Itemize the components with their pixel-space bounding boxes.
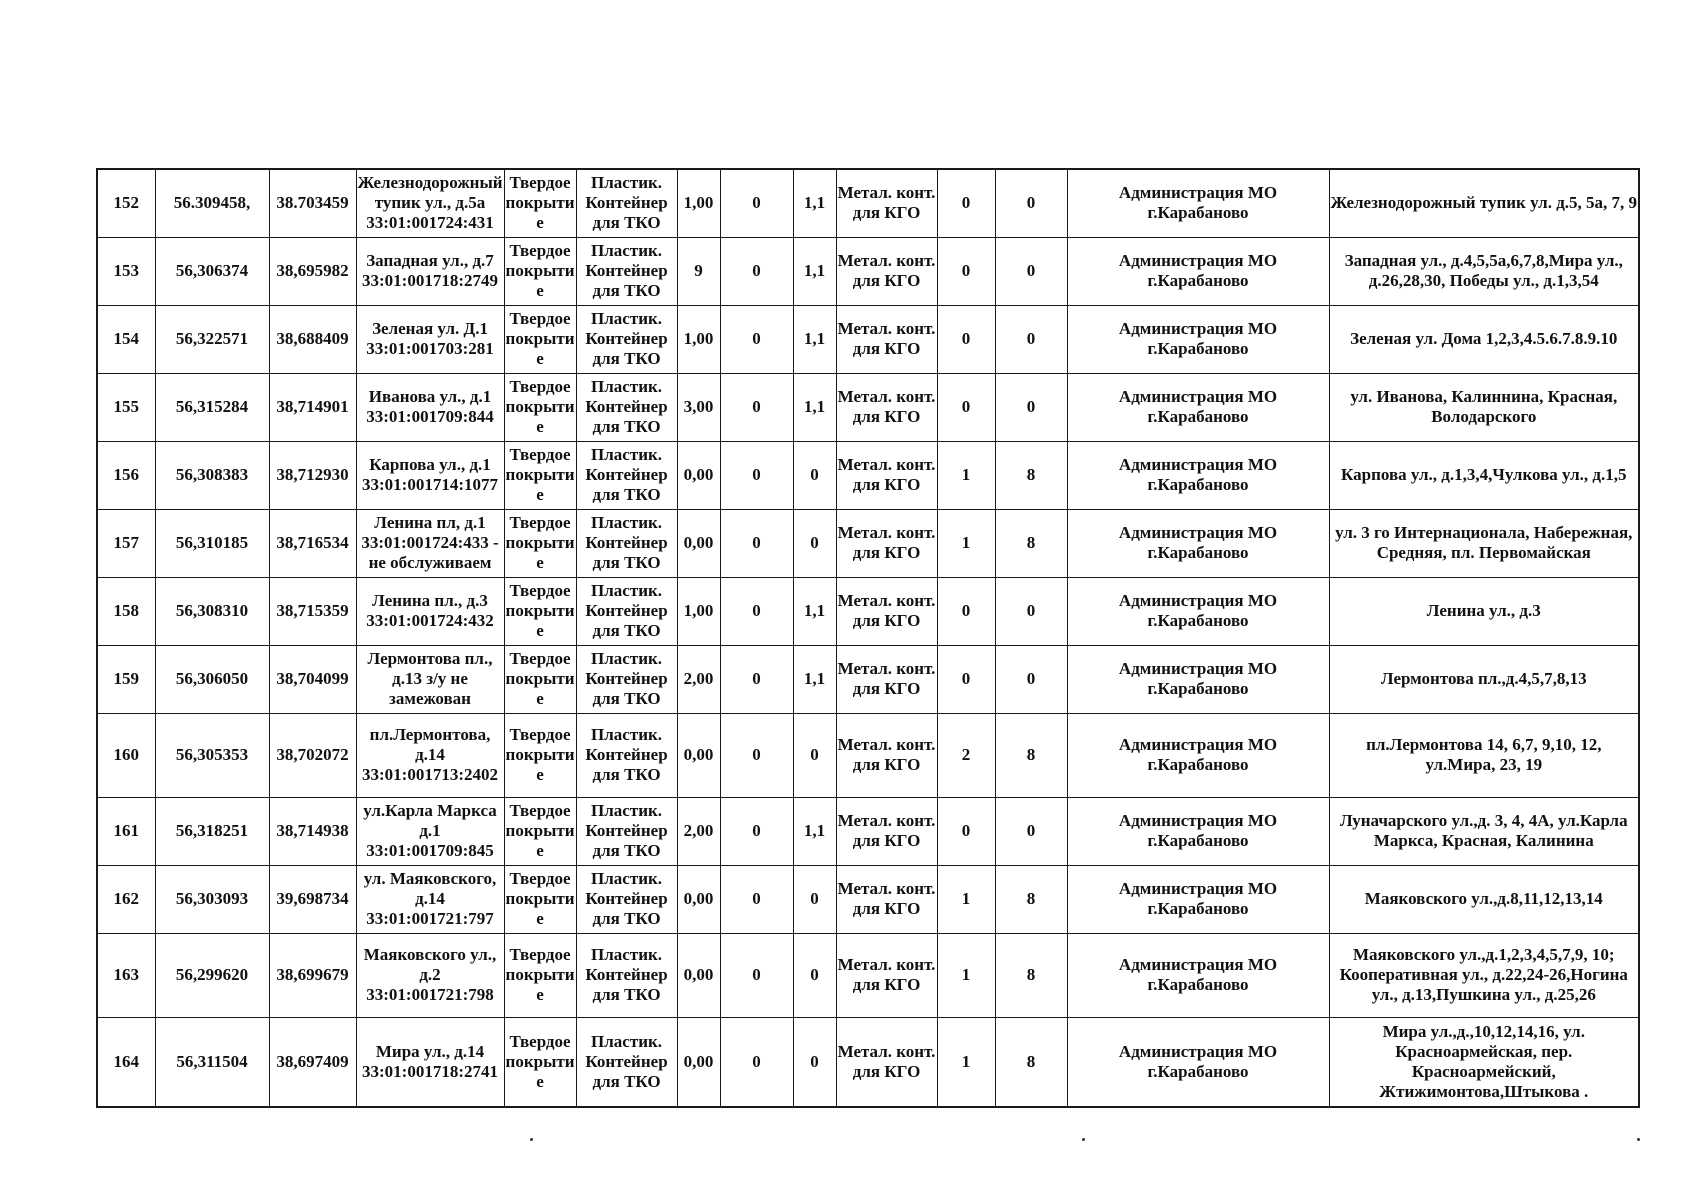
table-row bbox=[97, 1017, 1639, 1107]
row-number: 152 bbox=[97, 169, 155, 237]
bulky-count: 0 bbox=[937, 237, 995, 305]
site-address: Ленина пл., д.3 33:01:001724:432 bbox=[356, 577, 504, 645]
longitude: 38,716534 bbox=[269, 509, 356, 577]
surface-type: Твердое покрытие bbox=[504, 797, 576, 865]
latitude: 56,318251 bbox=[155, 797, 269, 865]
longitude: 38,699679 bbox=[269, 933, 356, 1017]
surface-type: Твердое покрытие bbox=[504, 865, 576, 933]
served-addresses: Железнодорожный тупик ул. д.5, 5а, 7, 9 bbox=[1329, 169, 1639, 237]
row-number: 153 bbox=[97, 237, 155, 305]
container-capacity: 1,1 bbox=[793, 169, 836, 237]
container-capacity: 1,1 bbox=[793, 373, 836, 441]
bulky-count: 0 bbox=[937, 305, 995, 373]
site-owner: Администрация МО г.Карабаново bbox=[1067, 441, 1329, 509]
container-type: Пластик. Контейнер для ТКО bbox=[576, 169, 677, 237]
container-type: Пластик. Контейнер для ТКО bbox=[576, 373, 677, 441]
longitude: 38,702072 bbox=[269, 713, 356, 797]
bulky-count: 0 bbox=[937, 797, 995, 865]
served-addresses: Луначарского ул.,д. 3, 4, 4А, ул.Карла Маркса, Красная, Калинина bbox=[1329, 797, 1639, 865]
container-capacity: 1,1 bbox=[793, 797, 836, 865]
latitude: 56.309458, bbox=[155, 169, 269, 237]
site-address: Мира ул., д.14 33:01:001718:2741 bbox=[356, 1017, 504, 1107]
bulky-container: Метал. конт. для КГО bbox=[836, 509, 937, 577]
bulky-volume: 0 bbox=[995, 305, 1067, 373]
bulky-count: 2 bbox=[937, 713, 995, 797]
longitude: 38,697409 bbox=[269, 1017, 356, 1107]
bulky-volume: 0 bbox=[995, 577, 1067, 645]
container-count: 0,00 bbox=[677, 441, 720, 509]
row-number: 157 bbox=[97, 509, 155, 577]
served-addresses: Ленина ул., д.3 bbox=[1329, 577, 1639, 645]
site-address: Иванова ул., д.1 33:01:001709:844 bbox=[356, 373, 504, 441]
site-address: Железнодорожный тупик ул., д.5а 33:01:001724:431 bbox=[356, 169, 504, 237]
site-owner: Администрация МО г.Карабаново bbox=[1067, 169, 1329, 237]
container-type: Пластик. Контейнер для ТКО bbox=[576, 713, 677, 797]
site-owner: Администрация МО г.Карабаново bbox=[1067, 865, 1329, 933]
bulky-container: Метал. конт. для КГО bbox=[836, 305, 937, 373]
bulky-container: Метал. конт. для КГО bbox=[836, 577, 937, 645]
table-row bbox=[97, 865, 1639, 933]
longitude: 38.703459 bbox=[269, 169, 356, 237]
site-owner: Администрация МО г.Карабаново bbox=[1067, 509, 1329, 577]
container-type: Пластик. Контейнер для ТКО bbox=[576, 1017, 677, 1107]
served-addresses: Маяковского ул.,д.1,2,3,4,5,7,9, 10; Кооперативная ул., д.22,24-26,Ногина ул., д.13,Пушкина ул., д.25,26 bbox=[1329, 933, 1639, 1017]
waste-sites-table bbox=[96, 168, 1640, 1108]
container-count: 0,00 bbox=[677, 713, 720, 797]
served-addresses: Мира ул.,д.,10,12,14,16, ул. Красноармейская, пер. Красноармейский, Жтижимонтова,Штыкова . bbox=[1329, 1017, 1639, 1107]
bulky-container: Метал. конт. для КГО bbox=[836, 865, 937, 933]
bulky-count: 0 bbox=[937, 577, 995, 645]
served-addresses: ул. 3 го Интернационала, Набережная, Средняя, пл. Первомайская bbox=[1329, 509, 1639, 577]
site-owner: Администрация МО г.Карабаново bbox=[1067, 645, 1329, 713]
served-addresses: Западная ул., д.4,5,5а,6,7,8,Мира ул., д.26,28,30, Победы ул., д.1,3,54 bbox=[1329, 237, 1639, 305]
longitude: 38,704099 bbox=[269, 645, 356, 713]
surface-type: Твердое покрытие bbox=[504, 169, 576, 237]
container-volume: 0 bbox=[720, 441, 793, 509]
table-row bbox=[97, 169, 1639, 237]
site-address: Карпова ул., д.1 33:01:001714:1077 bbox=[356, 441, 504, 509]
served-addresses: ул. Иванова, Калиннина, Красная, Володарского bbox=[1329, 373, 1639, 441]
latitude: 56,310185 bbox=[155, 509, 269, 577]
table-row bbox=[97, 237, 1639, 305]
latitude: 56,315284 bbox=[155, 373, 269, 441]
container-count: 1,00 bbox=[677, 169, 720, 237]
longitude: 38,712930 bbox=[269, 441, 356, 509]
site-owner: Администрация МО г.Карабаново bbox=[1067, 577, 1329, 645]
surface-type: Твердое покрытие bbox=[504, 1017, 576, 1107]
row-number: 161 bbox=[97, 797, 155, 865]
container-capacity: 0 bbox=[793, 933, 836, 1017]
bulky-volume: 8 bbox=[995, 1017, 1067, 1107]
container-type: Пластик. Контейнер для ТКО bbox=[576, 865, 677, 933]
served-addresses: Карпова ул., д.1,3,4,Чулкова ул., д.1,5 bbox=[1329, 441, 1639, 509]
site-owner: Администрация МО г.Карабаново bbox=[1067, 797, 1329, 865]
container-type: Пластик. Контейнер для ТКО bbox=[576, 645, 677, 713]
container-volume: 0 bbox=[720, 865, 793, 933]
container-capacity: 1,1 bbox=[793, 237, 836, 305]
container-volume: 0 bbox=[720, 645, 793, 713]
container-type: Пластик. Контейнер для ТКО bbox=[576, 797, 677, 865]
bulky-container: Метал. конт. для КГО bbox=[836, 169, 937, 237]
surface-type: Твердое покрытие bbox=[504, 645, 576, 713]
bulky-count: 0 bbox=[937, 645, 995, 713]
site-owner: Администрация МО г.Карабаново bbox=[1067, 1017, 1329, 1107]
bulky-volume: 0 bbox=[995, 645, 1067, 713]
bulky-volume: 8 bbox=[995, 713, 1067, 797]
served-addresses: Маяковского ул.,д.8,11,12,13,14 bbox=[1329, 865, 1639, 933]
container-count: 1,00 bbox=[677, 577, 720, 645]
surface-type: Твердое покрытие bbox=[504, 933, 576, 1017]
bulky-volume: 8 bbox=[995, 509, 1067, 577]
latitude: 56,303093 bbox=[155, 865, 269, 933]
container-count: 3,00 bbox=[677, 373, 720, 441]
container-type: Пластик. Контейнер для ТКО bbox=[576, 933, 677, 1017]
table-row bbox=[97, 509, 1639, 577]
surface-type: Твердое покрытие bbox=[504, 509, 576, 577]
scan-speck bbox=[530, 1138, 533, 1141]
table-body bbox=[97, 169, 1639, 1107]
surface-type: Твердое покрытие bbox=[504, 237, 576, 305]
container-count: 0,00 bbox=[677, 933, 720, 1017]
bulky-container: Метал. конт. для КГО bbox=[836, 797, 937, 865]
bulky-container: Метал. конт. для КГО bbox=[836, 713, 937, 797]
site-address: Зеленая ул. Д.1 33:01:001703:281 bbox=[356, 305, 504, 373]
container-count: 0,00 bbox=[677, 865, 720, 933]
row-number: 164 bbox=[97, 1017, 155, 1107]
bulky-count: 0 bbox=[937, 169, 995, 237]
served-addresses: пл.Лермонтова 14, 6,7, 9,10, 12, ул.Мира, 23, 19 bbox=[1329, 713, 1639, 797]
container-volume: 0 bbox=[720, 305, 793, 373]
bulky-volume: 0 bbox=[995, 169, 1067, 237]
latitude: 56,308383 bbox=[155, 441, 269, 509]
bulky-container: Метал. конт. для КГО bbox=[836, 933, 937, 1017]
container-capacity: 0 bbox=[793, 441, 836, 509]
row-number: 160 bbox=[97, 713, 155, 797]
container-volume: 0 bbox=[720, 237, 793, 305]
row-number: 162 bbox=[97, 865, 155, 933]
bulky-container: Метал. конт. для КГО bbox=[836, 441, 937, 509]
bulky-volume: 8 bbox=[995, 933, 1067, 1017]
container-capacity: 0 bbox=[793, 713, 836, 797]
container-volume: 0 bbox=[720, 577, 793, 645]
site-address: Ленина пл, д.1 33:01:001724:433 - не обслуживаем bbox=[356, 509, 504, 577]
bulky-count: 1 bbox=[937, 933, 995, 1017]
row-number: 159 bbox=[97, 645, 155, 713]
bulky-volume: 0 bbox=[995, 373, 1067, 441]
row-number: 154 bbox=[97, 305, 155, 373]
bulky-container: Метал. конт. для КГО bbox=[836, 373, 937, 441]
bulky-container: Метал. конт. для КГО bbox=[836, 645, 937, 713]
container-count: 0,00 bbox=[677, 1017, 720, 1107]
container-capacity: 0 bbox=[793, 1017, 836, 1107]
container-capacity: 0 bbox=[793, 865, 836, 933]
site-owner: Администрация МО г.Карабаново bbox=[1067, 933, 1329, 1017]
container-capacity: 0 bbox=[793, 509, 836, 577]
site-owner: Администрация МО г.Карабаново bbox=[1067, 373, 1329, 441]
container-type: Пластик. Контейнер для ТКО bbox=[576, 509, 677, 577]
container-volume: 0 bbox=[720, 933, 793, 1017]
container-type: Пластик. Контейнер для ТКО bbox=[576, 577, 677, 645]
bulky-volume: 0 bbox=[995, 797, 1067, 865]
bulky-count: 1 bbox=[937, 441, 995, 509]
container-type: Пластик. Контейнер для ТКО bbox=[576, 237, 677, 305]
container-count: 0,00 bbox=[677, 509, 720, 577]
container-count: 9 bbox=[677, 237, 720, 305]
table-row bbox=[97, 373, 1639, 441]
latitude: 56,308310 bbox=[155, 577, 269, 645]
latitude: 56,306050 bbox=[155, 645, 269, 713]
site-address: Лермонтова пл., д.13 з/у не замежован bbox=[356, 645, 504, 713]
site-address: Маяковского ул., д.2 33:01:001721:798 bbox=[356, 933, 504, 1017]
site-owner: Администрация МО г.Карабаново bbox=[1067, 713, 1329, 797]
bulky-volume: 0 bbox=[995, 237, 1067, 305]
table-row bbox=[97, 577, 1639, 645]
surface-type: Твердое покрытие bbox=[504, 577, 576, 645]
container-volume: 0 bbox=[720, 713, 793, 797]
longitude: 38,688409 bbox=[269, 305, 356, 373]
container-volume: 0 bbox=[720, 169, 793, 237]
longitude: 38,714901 bbox=[269, 373, 356, 441]
surface-type: Твердое покрытие bbox=[504, 713, 576, 797]
container-volume: 0 bbox=[720, 797, 793, 865]
container-count: 2,00 bbox=[677, 645, 720, 713]
site-address: ул.Карла Маркса д.1 33:01:001709:845 bbox=[356, 797, 504, 865]
table-row bbox=[97, 933, 1639, 1017]
site-address: Западная ул., д.7 33:01:001718:2749 bbox=[356, 237, 504, 305]
bulky-volume: 8 bbox=[995, 441, 1067, 509]
latitude: 56,311504 bbox=[155, 1017, 269, 1107]
site-owner: Администрация МО г.Карабаново bbox=[1067, 237, 1329, 305]
longitude: 39,698734 bbox=[269, 865, 356, 933]
table-row bbox=[97, 797, 1639, 865]
longitude: 38,714938 bbox=[269, 797, 356, 865]
surface-type: Твердое покрытие bbox=[504, 441, 576, 509]
latitude: 56,299620 bbox=[155, 933, 269, 1017]
row-number: 158 bbox=[97, 577, 155, 645]
table-row bbox=[97, 713, 1639, 797]
latitude: 56,306374 bbox=[155, 237, 269, 305]
site-address: ул. Маяковского, д.14 33:01:001721:797 bbox=[356, 865, 504, 933]
latitude: 56,322571 bbox=[155, 305, 269, 373]
container-volume: 0 bbox=[720, 509, 793, 577]
container-count: 2,00 bbox=[677, 797, 720, 865]
bulky-count: 0 bbox=[937, 373, 995, 441]
served-addresses: Зеленая ул. Дома 1,2,3,4.5.6.7.8.9.10 bbox=[1329, 305, 1639, 373]
bulky-volume: 8 bbox=[995, 865, 1067, 933]
row-number: 163 bbox=[97, 933, 155, 1017]
bulky-container: Метал. конт. для КГО bbox=[836, 237, 937, 305]
longitude: 38,695982 bbox=[269, 237, 356, 305]
container-type: Пластик. Контейнер для ТКО bbox=[576, 305, 677, 373]
scan-speck bbox=[1637, 1138, 1640, 1141]
table-row bbox=[97, 645, 1639, 713]
bulky-count: 1 bbox=[937, 1017, 995, 1107]
surface-type: Твердое покрытие bbox=[504, 373, 576, 441]
surface-type: Твердое покрытие bbox=[504, 305, 576, 373]
table-row bbox=[97, 441, 1639, 509]
site-address: пл.Лермонтова, д.14 33:01:001713:2402 bbox=[356, 713, 504, 797]
latitude: 56,305353 bbox=[155, 713, 269, 797]
container-volume: 0 bbox=[720, 1017, 793, 1107]
served-addresses: Лермонтова пл.,д.4,5,7,8,13 bbox=[1329, 645, 1639, 713]
container-capacity: 1,1 bbox=[793, 577, 836, 645]
bulky-container: Метал. конт. для КГО bbox=[836, 1017, 937, 1107]
row-number: 155 bbox=[97, 373, 155, 441]
container-count: 1,00 bbox=[677, 305, 720, 373]
bulky-count: 1 bbox=[937, 509, 995, 577]
container-type: Пластик. Контейнер для ТКО bbox=[576, 441, 677, 509]
bulky-count: 1 bbox=[937, 865, 995, 933]
container-capacity: 1,1 bbox=[793, 645, 836, 713]
table-row bbox=[97, 305, 1639, 373]
site-owner: Администрация МО г.Карабаново bbox=[1067, 305, 1329, 373]
container-volume: 0 bbox=[720, 373, 793, 441]
container-capacity: 1,1 bbox=[793, 305, 836, 373]
scan-speck bbox=[1082, 1138, 1085, 1141]
longitude: 38,715359 bbox=[269, 577, 356, 645]
row-number: 156 bbox=[97, 441, 155, 509]
